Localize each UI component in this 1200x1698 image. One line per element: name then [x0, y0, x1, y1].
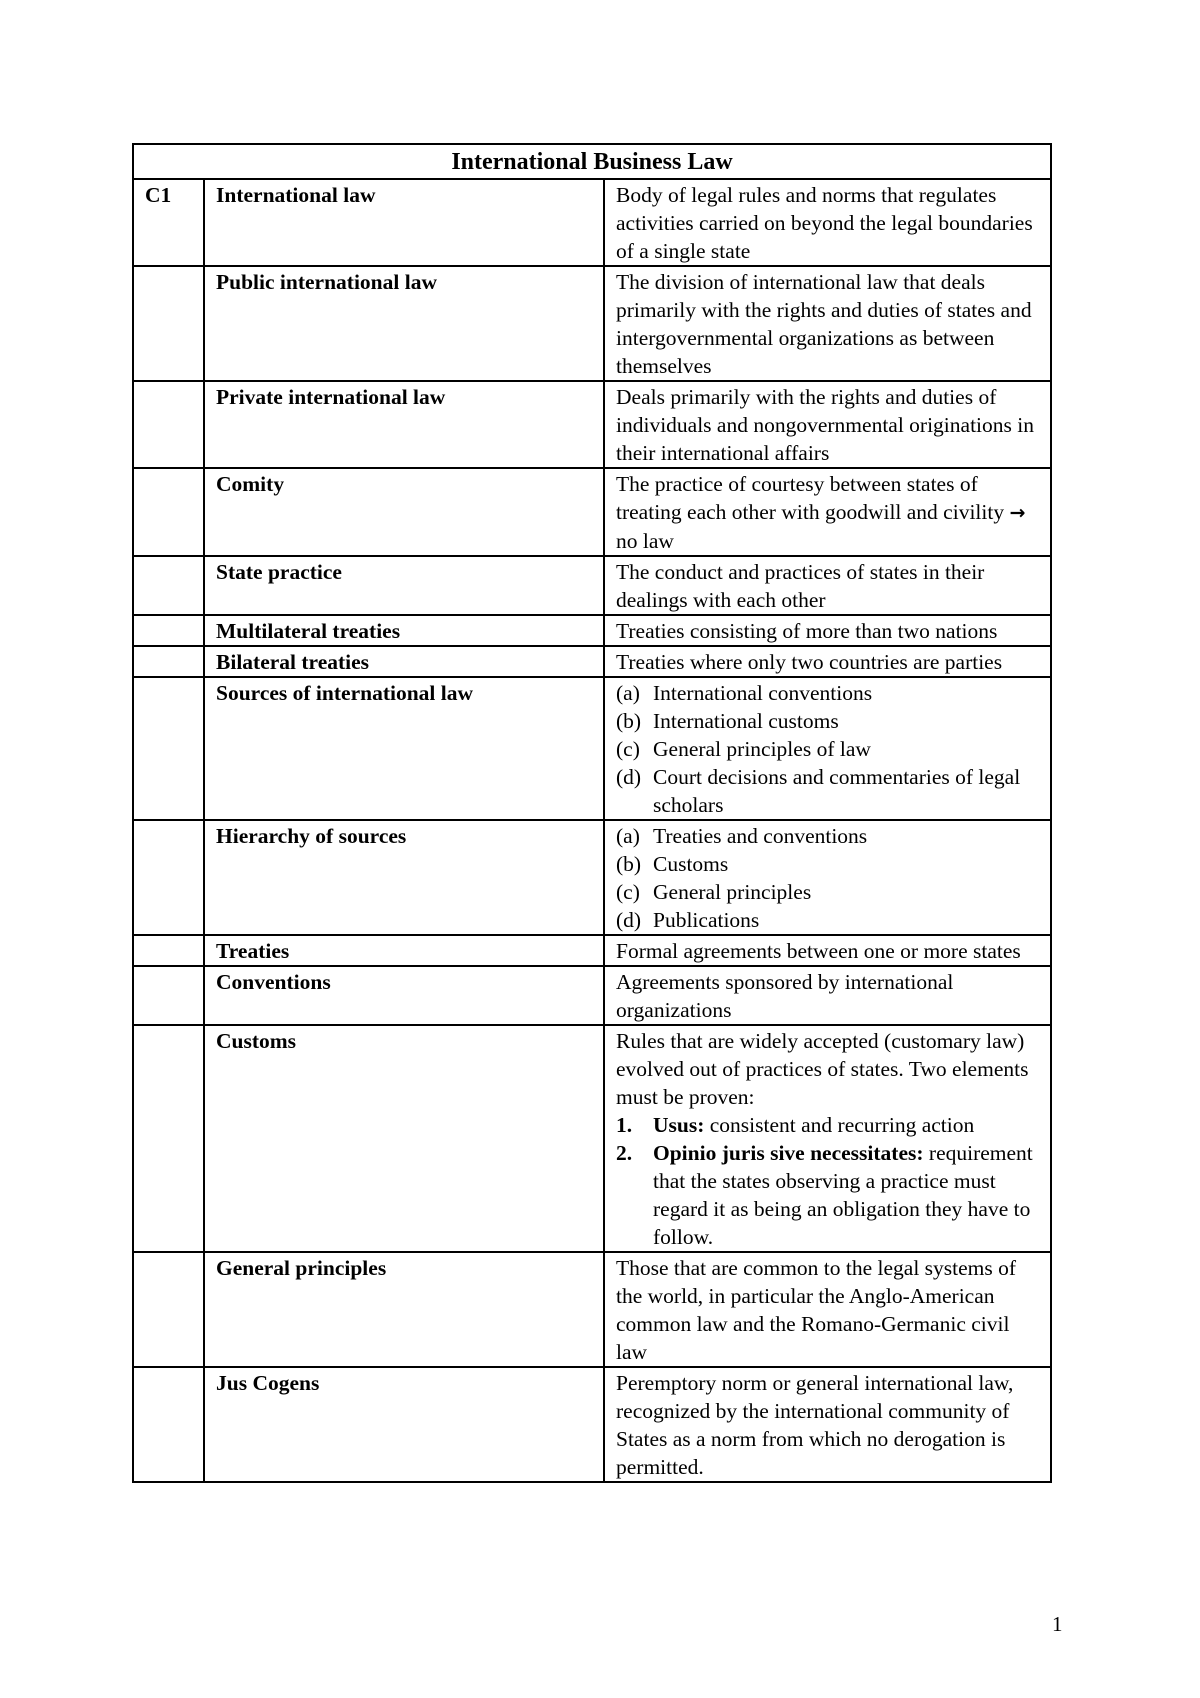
list-marker: (b) [616, 709, 642, 733]
chapter-cell [133, 935, 204, 966]
table-row [133, 468, 1051, 556]
term-cell: State practice [204, 556, 604, 615]
list-marker: (a) [616, 824, 640, 848]
term-cell: Bilateral treaties [204, 646, 604, 677]
definition-cell: Those that are common to the legal systems of the world, in particular the Anglo-American common law and the Romano-Germanic civil law [604, 1252, 1051, 1367]
definition-cell: Treaties consisting of more than two nations [604, 615, 1051, 646]
definition-cell: Peremptory norm or general international law, recognized by the international community of States as a norm from which no derogation is permitted. [604, 1367, 1051, 1482]
table-row [133, 646, 1051, 677]
chapter-cell [133, 1025, 204, 1252]
term-cell: Comity [204, 468, 604, 556]
list-item-text: General principles of law [653, 737, 871, 761]
table-row [133, 1367, 1051, 1482]
term-cell: Sources of international law [204, 677, 604, 820]
table-row [133, 935, 1051, 966]
list-item-text: Publications [653, 908, 760, 932]
definition-text: The practice of courtesy between states of treating each other with goodwill and civility [616, 472, 1005, 524]
definition-text: Rules that are widely accepted (customary law) evolved out of practices of states. Two elements must be proven: [616, 1029, 1029, 1109]
chapter-cell [133, 1252, 204, 1367]
document-title: International Business Law [133, 144, 1051, 179]
chapter-cell: C1 [133, 179, 204, 266]
term-cell: Conventions [204, 966, 604, 1025]
term-cell: Jus Cogens [204, 1367, 604, 1482]
definition-cell: Agreements sponsored by international organizations [604, 966, 1051, 1025]
list-item [616, 822, 1040, 850]
list-marker: 1. [616, 1113, 633, 1137]
list-marker: (c) [616, 880, 640, 904]
title-row [133, 144, 1051, 179]
list-item-text: International conventions [653, 681, 873, 705]
list-item [616, 850, 1040, 878]
table-row [133, 179, 1051, 266]
right-arrow-icon: → [1009, 502, 1026, 524]
list-item-label: Usus: [653, 1113, 705, 1137]
list-marker: (a) [616, 681, 640, 705]
list-item [616, 763, 1040, 819]
definition-cell: The conduct and practices of states in their dealings with each other [604, 556, 1051, 615]
term-cell: Hierarchy of sources [204, 820, 604, 935]
table-row [133, 556, 1051, 615]
sources-list [616, 679, 1040, 819]
list-item-text: International customs [653, 709, 839, 733]
list-item [616, 878, 1040, 906]
chapter-cell [133, 381, 204, 468]
list-item-label: Opinio juris sive necessitates: [653, 1141, 924, 1165]
table-row [133, 966, 1051, 1025]
term-cell: Private international law [204, 381, 604, 468]
chapter-cell [133, 556, 204, 615]
list-item [616, 906, 1040, 934]
list-item-text: consistent and recurring action [709, 1113, 975, 1137]
definition-cell [604, 468, 1051, 556]
table-row [133, 1025, 1051, 1252]
term-cell: Multilateral treaties [204, 615, 604, 646]
table-row [133, 266, 1051, 381]
definition-cell: Treaties where only two countries are parties [604, 646, 1051, 677]
chapter-cell [133, 615, 204, 646]
glossary-table [132, 143, 1052, 1483]
definition-cell: The division of international law that deals primarily with the rights and duties of states and intergovernmental organizations as between themselves [604, 266, 1051, 381]
term-cell: International law [204, 179, 604, 266]
hierarchy-list [616, 822, 1040, 934]
elements-list [616, 1111, 1040, 1251]
term-cell: Public international law [204, 266, 604, 381]
chapter-cell [133, 1367, 204, 1482]
table-row [133, 381, 1051, 468]
definition-tail: no law [616, 529, 674, 553]
definition-cell [604, 677, 1051, 820]
list-item [616, 707, 1040, 735]
list-item-text: requirement that the states observing a practice must regard it as being an obligation they have to follow. [653, 1141, 1033, 1249]
list-marker: (d) [616, 765, 642, 789]
table-row [133, 1252, 1051, 1367]
term-cell: Treaties [204, 935, 604, 966]
list-item [616, 1111, 1040, 1139]
list-item-text: Customs [653, 852, 729, 876]
list-marker: (b) [616, 852, 642, 876]
list-item-text: General principles [653, 880, 812, 904]
definition-cell [604, 820, 1051, 935]
list-item [616, 1139, 1040, 1251]
list-marker: 2. [616, 1141, 633, 1165]
list-item [616, 735, 1040, 763]
table-row [133, 677, 1051, 820]
definition-cell [604, 1025, 1051, 1252]
definition-cell: Deals primarily with the rights and duties of individuals and nongovernmental originations in their international affairs [604, 381, 1051, 468]
definition-cell: Formal agreements between one or more states [604, 935, 1051, 966]
list-item [616, 679, 1040, 707]
chapter-cell [133, 677, 204, 820]
term-cell: General principles [204, 1252, 604, 1367]
definition-cell: Body of legal rules and norms that regulates activities carried on beyond the legal boundaries of a single state [604, 179, 1051, 266]
table-row [133, 820, 1051, 935]
chapter-cell [133, 468, 204, 556]
list-item-text: Treaties and conventions [653, 824, 868, 848]
list-item-text: Court decisions and commentaries of legal scholars [653, 765, 1021, 817]
chapter-cell [133, 646, 204, 677]
page-number: 1 [1052, 1612, 1063, 1636]
list-marker: (c) [616, 737, 640, 761]
table-row [133, 615, 1051, 646]
chapter-cell [133, 266, 204, 381]
term-cell: Customs [204, 1025, 604, 1252]
chapter-cell [133, 966, 204, 1025]
list-marker: (d) [616, 908, 642, 932]
chapter-cell [133, 820, 204, 935]
